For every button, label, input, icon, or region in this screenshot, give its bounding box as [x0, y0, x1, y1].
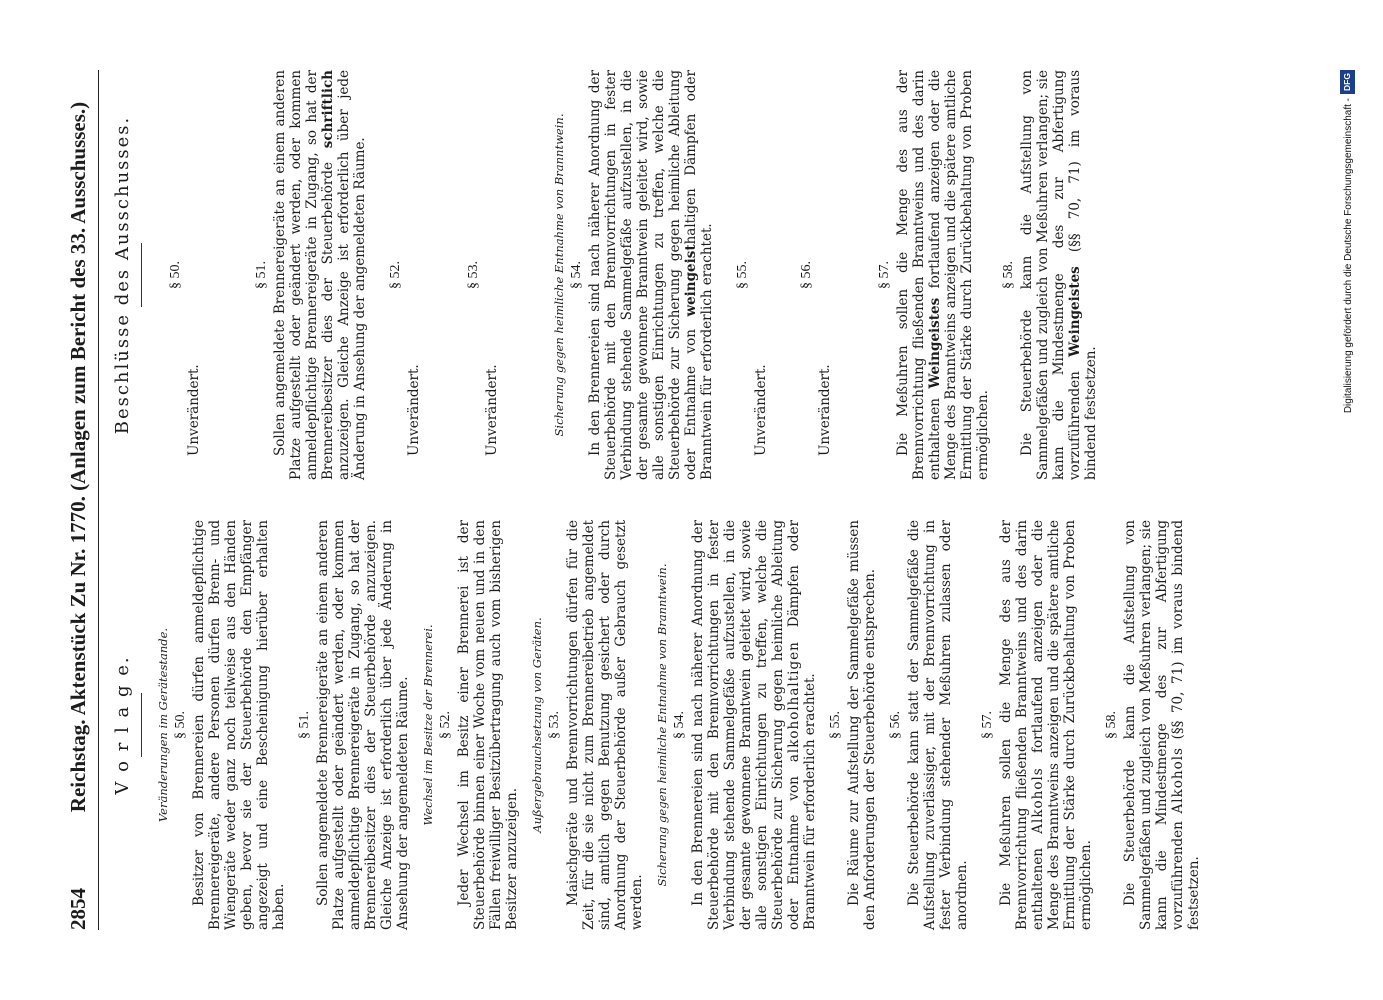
section-caption: Sicherung gegen heimliche Entnahme von Branntwein.: [655, 563, 669, 887]
section-text: [690, 520, 818, 930]
section-number: § 52.: [388, 261, 403, 289]
section-text: [587, 70, 715, 480]
section-caption: Sicherung gegen heimliche Entnahme von Branntwein.: [552, 113, 566, 437]
text-run: Dämpfen oder Branntwein für erforderlich erachtet.: [786, 520, 818, 930]
section-text: [895, 70, 991, 480]
section-number: § 56.: [888, 711, 903, 739]
section-text: Sollen angemeldete Brennereigeräte an einem anderen Platze aufgestellt oder geändert werden, oder kommen anmeldepflichtige Brennereigeräte in Zugang, so hat der Brennereibesitzer dies der Steuerbehörde anzuzeigen. Gleiche Anzeige ist erforderlich über jede Änderung in Ansehung der angemeldeten Räume.: [315, 520, 411, 930]
section-text: Unverändert.: [484, 364, 500, 456]
header-rule: [98, 70, 99, 930]
section-number: § 56.: [799, 261, 814, 289]
section-number: § 53.: [466, 261, 481, 289]
section-text: [1019, 70, 1099, 480]
text-run: Sollen angemeldete Brennereigeräte an einem anderen Platze aufgestellt oder geändert werden, oder kommen anmeldepflichtige Brennereigeräte in Zugang, so hat der Brennereibesitzer dies der Steuerbehörde: [272, 70, 336, 480]
section-number: § 50.: [168, 261, 183, 289]
section-text: Unverändert.: [817, 364, 833, 456]
text-run: Die Meßuhren sollen die Menge des aus der Brennvorrichtung fließenden Branntweins und des darin enthaltenen: [895, 70, 943, 480]
section-number: § 55.: [735, 261, 750, 289]
header-title: Reichstag. Aktenstück Zu Nr. 1770. (Anlagen zum Bericht des 33. Ausschusses.): [66, 101, 90, 813]
running-header: [62, 70, 96, 930]
section-caption: Wechsel im Besitze der Brennerei.: [421, 624, 435, 826]
section-caption: Außergebrauchsetzung von Geräten.: [530, 617, 544, 833]
column-heading-vorlage: V o r l a g e.: [112, 655, 133, 795]
section-text: [1122, 520, 1202, 930]
section-caption: Veränderungen im Gerätestande.: [156, 627, 170, 823]
column-heading-beschluesse: Beschlüsse des Ausschusses.: [112, 115, 133, 435]
text-run: anzuzeigen. Gleiche Anzeige ist erforderlich über jede Änderung in Ansehung der angemeldeten Räume.: [336, 70, 368, 480]
text-run: (§§ 70, 71) im voraus bindend festsetzen.: [1170, 520, 1202, 930]
section-number: § 54.: [672, 711, 687, 739]
dfg-logo: DFG: [1340, 70, 1355, 94]
section-number: § 54.: [569, 261, 584, 289]
section-text: Besitzer von Brennereien dürfen anmeldepflichtige Brennereigeräte, andere Personen dürfen Brenn- und Wiengeräte weder ganz noch teilweise aus den Händen geben, bevor sie der Steuerbehörde den Empfänger angezeigt und eine Bescheinigung hierüber erhalten haben.: [191, 520, 287, 930]
section-number: § 58.: [1001, 261, 1016, 289]
text-run: fortlaufend anzeigen oder die Menge des Branntweins anzeigen und die spätere amtliche Ermittlung der Stärke durch Zurückbehaltung von Proben ermöglichen.: [927, 70, 991, 480]
section-text: [998, 520, 1094, 930]
section-text: Die Steuerbehörde kann statt der Sammelgefäße die Aufstellung zuverlässiger, mit der Brennvorrichtung in fester Verbindung stehender Meßuhren zulassen oder anordnen.: [906, 520, 970, 930]
text-run: Die Steuerbehörde kann die Aufstellung von Sammelgefäßen und zugleich von Meßuhren verlangen; sie kann die Mindestmenge des zur Abfertigung vorzuführenden: [1122, 520, 1186, 930]
text-run: Die Meßuhren sollen die Menge des aus der Brennvorrichtung fließenden Branntweins und des darin enthaltenen: [998, 520, 1046, 930]
section-text: Unverändert.: [753, 364, 769, 456]
text-run: haltigen Dämpfen oder Branntwein für erforderlich erachtet.: [683, 70, 715, 480]
page-number: 2854: [66, 888, 90, 930]
section-number: § 52.: [438, 711, 453, 739]
beschluesse-column: [108, 70, 1308, 480]
emphasized-term: schriftlich: [320, 70, 336, 149]
emphasized-term: Weingeistes: [1067, 266, 1083, 358]
section-number: § 53.: [547, 711, 562, 739]
emphasized-term: weingeist: [683, 244, 699, 317]
section-number: § 50.: [173, 711, 188, 739]
emphasized-term: Alkohols: [1170, 747, 1186, 814]
digitization-credit: [1338, 70, 1360, 930]
text-run: fortlaufend anzeigen oder die Menge des Branntweins anzeigen und die spätere amtliche Ermittlung der Stärke durch Zurückbehaltung von Proben ermöglichen.: [1030, 520, 1094, 930]
heading-rule: [141, 243, 142, 307]
section-text: Maischgeräte und Brennvorrichtungen dürfen für die Zeit, für die sie nicht zum Brennereibetrieb angemeldet sind, amtlich gegen Benutzung gesichert oder durch Anordnung der Steuerbehörde außer Gebrauch gesetzt werden.: [565, 520, 645, 930]
section-number: § 58.: [1104, 711, 1119, 739]
section-number: § 51.: [254, 261, 269, 289]
section-text: Unverändert.: [186, 364, 202, 456]
text-run: In den Brennereien sind nach näherer Anordnung der Steuerbehörde mit den Brennvorrichtungen in fester Verbindung stehende Sammelgefäße aufzustellen, in die der gesamte gewonnene Branntwein geleitet wird, sowie alle sonstigen Einrichtungen zu treffen, welche die Steuerbehörde zur Sicherung gegen heimliche Ableitung oder Entnahme von: [587, 70, 699, 480]
section-text: Unverändert.: [406, 364, 422, 456]
section-text: [272, 70, 368, 480]
text-run: (§§ 70, 71) im voraus bindend festsetzen.: [1067, 69, 1099, 480]
section-text: Die Räume zur Aufstellung der Sammelgefäße müssen den Anforderungen der Steuerbehörde entsprechen.: [846, 520, 878, 930]
emphasized-term: Alkohols: [1030, 767, 1046, 834]
emphasized-term: Weingeistes: [927, 297, 943, 389]
section-number: § 51.: [297, 711, 312, 739]
vorlage-column: [108, 520, 1308, 930]
section-number: § 57.: [980, 711, 995, 739]
section-number: § 55.: [828, 711, 843, 739]
section-text: Jeder Wechsel im Besitz einer Brennerei ist der Steuerbehörde binnen einer Woche vom neuen und in den Fällen freiwilliger Besitzübertragung auch vom bisherigen Besitzer anzuzeigen.: [456, 520, 520, 930]
section-number: § 57.: [877, 261, 892, 289]
digitization-note: Digitalisierung gefördert durch die Deutsche Forschungsgemeinschaft -: [1343, 98, 1354, 414]
emphasized-term: alkoholhaltigen: [786, 641, 802, 763]
heading-rule: [141, 693, 142, 757]
text-run: In den Brennereien sind nach näherer Anordnung der Steuerbehörde mit den Brennvorrichtungen in fester Verbindung stehende Sammelgefäße aufzustellen, in die der gesamte gewonnene Branntwein geleitet wird, sowie alle sonstigen Einrichtungen zu treffen, welche die Steuerbehörde zur Sicherung gegen heimliche Ableitung oder Entnahme von: [690, 520, 802, 930]
text-run: Die Steuerbehörde kann die Aufstellung von Sammelgefäßen und zugleich von Meßuhren verlangen; sie kann die Mindestmenge des zur Abfertigung vorzuführenden: [1019, 70, 1083, 480]
